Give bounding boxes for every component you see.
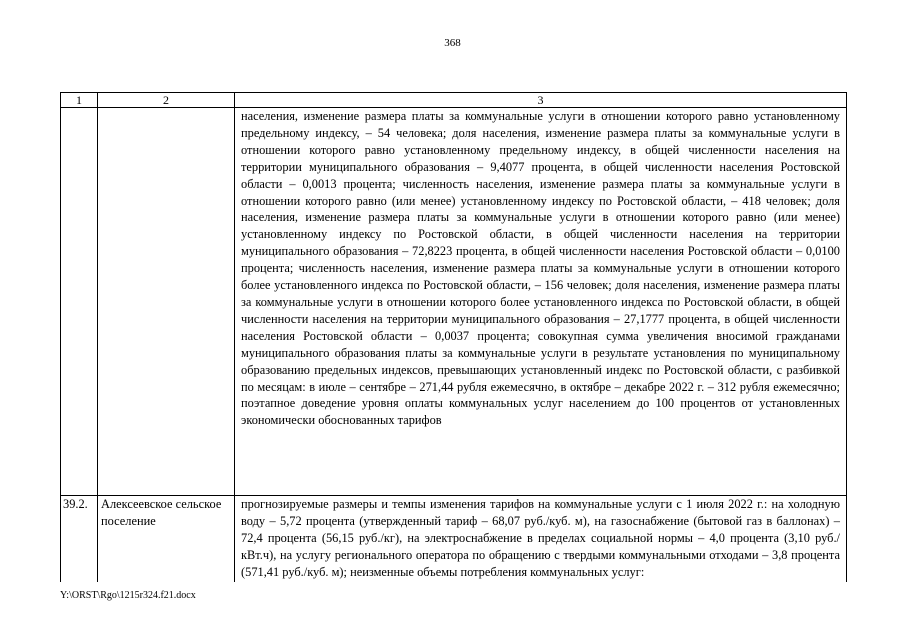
- row-number: 39.2.: [61, 496, 98, 583]
- header-col-2: 2: [98, 93, 235, 108]
- document-table: [60, 92, 847, 582]
- row-text: населения, изменение размера платы за коммунальные услуги в отношении которого равно установленному предельному индексу, – 54 человека; доля населения, изменение размера платы за коммунальные услуги в отношении которого равно установленному предельному индексу, в общей численности населения на территории муниципального образования – 9,4077 процента, в общей численности населения Ростовской области – 0,0013 процента; численность населения, изменение размера платы за коммунальные услуги в отношении которого равно (или менее) установленному индексу по Ростовской области, – 418 человек; доля населения, изменение размера платы за коммунальные услуги в отношении которого равно (или менее) установленному индексу по Ростовской области, в общей численности населения на территории муниципального образования – 72,8223 процента, в общей численности населения Ростовской области – 0,0100 процента; численность населения, изменение размера платы за коммунальные услуги в отношении которого более установленного индекса по Ростовской области, – 156 человек; доля населения, изменение размера платы за коммунальные услуги в отношении которого более установленного индекса по Ростовской области, в общей численности населения на территории муниципального образования – 27,1777 процента, в общей численности населения Ростовской области – 0,0037 процента; совокупная сумма увеличения вносимой гражданами муниципального образования платы за коммунальные услуги в результате установления по муниципальному образованию предельных индексов, превышающих установленный индекс по Ростовской области, с разбивкой по месяцам: в июле – сентябре – 271,44 рубля ежемесячно, в октябре – декабре 2022 г. – 312 рубля ежемесячно; поэтапное доведение уровня оплаты коммунальных услуг населением до 100 процентов от установленных экономически обоснованных тарифов: [241, 109, 840, 428]
- row-name: [98, 108, 235, 496]
- page-number: 368: [444, 37, 461, 49]
- header-col-3: 3: [235, 93, 847, 108]
- header-col-1: 1: [61, 93, 98, 108]
- row-text-cell: [235, 496, 847, 583]
- table-row: [61, 496, 847, 583]
- table-header-row: [61, 93, 847, 108]
- table-row: [61, 108, 847, 496]
- row-text: прогнозируемые размеры и темпы изменения тарифов на коммунальные услуги с 1 июля 2022 г.: на холодную воду – 5,72 процента (утвержденный тариф – 68,07 руб./куб. м), на газоснабжение (бытовой газ в баллонах) – 72,4 процента (56,15 руб./кг), на электроснабжение в пределах социальной нормы – 4,0 процента (3,10 руб./кВт.ч), на услугу регионального оператора по обращению с твердыми коммунальными отходами – 3,8 процента (571,41 руб./куб. м); неизменные объемы потребления коммунальных услуг:: [241, 497, 840, 579]
- row-number: [61, 108, 98, 496]
- row-name: Алексеевское сельское поселение: [98, 496, 235, 583]
- row-text-cell: [235, 108, 847, 496]
- footer-file-path: Y:\ORST\Rgo\1215r324.f21.docx: [60, 590, 196, 601]
